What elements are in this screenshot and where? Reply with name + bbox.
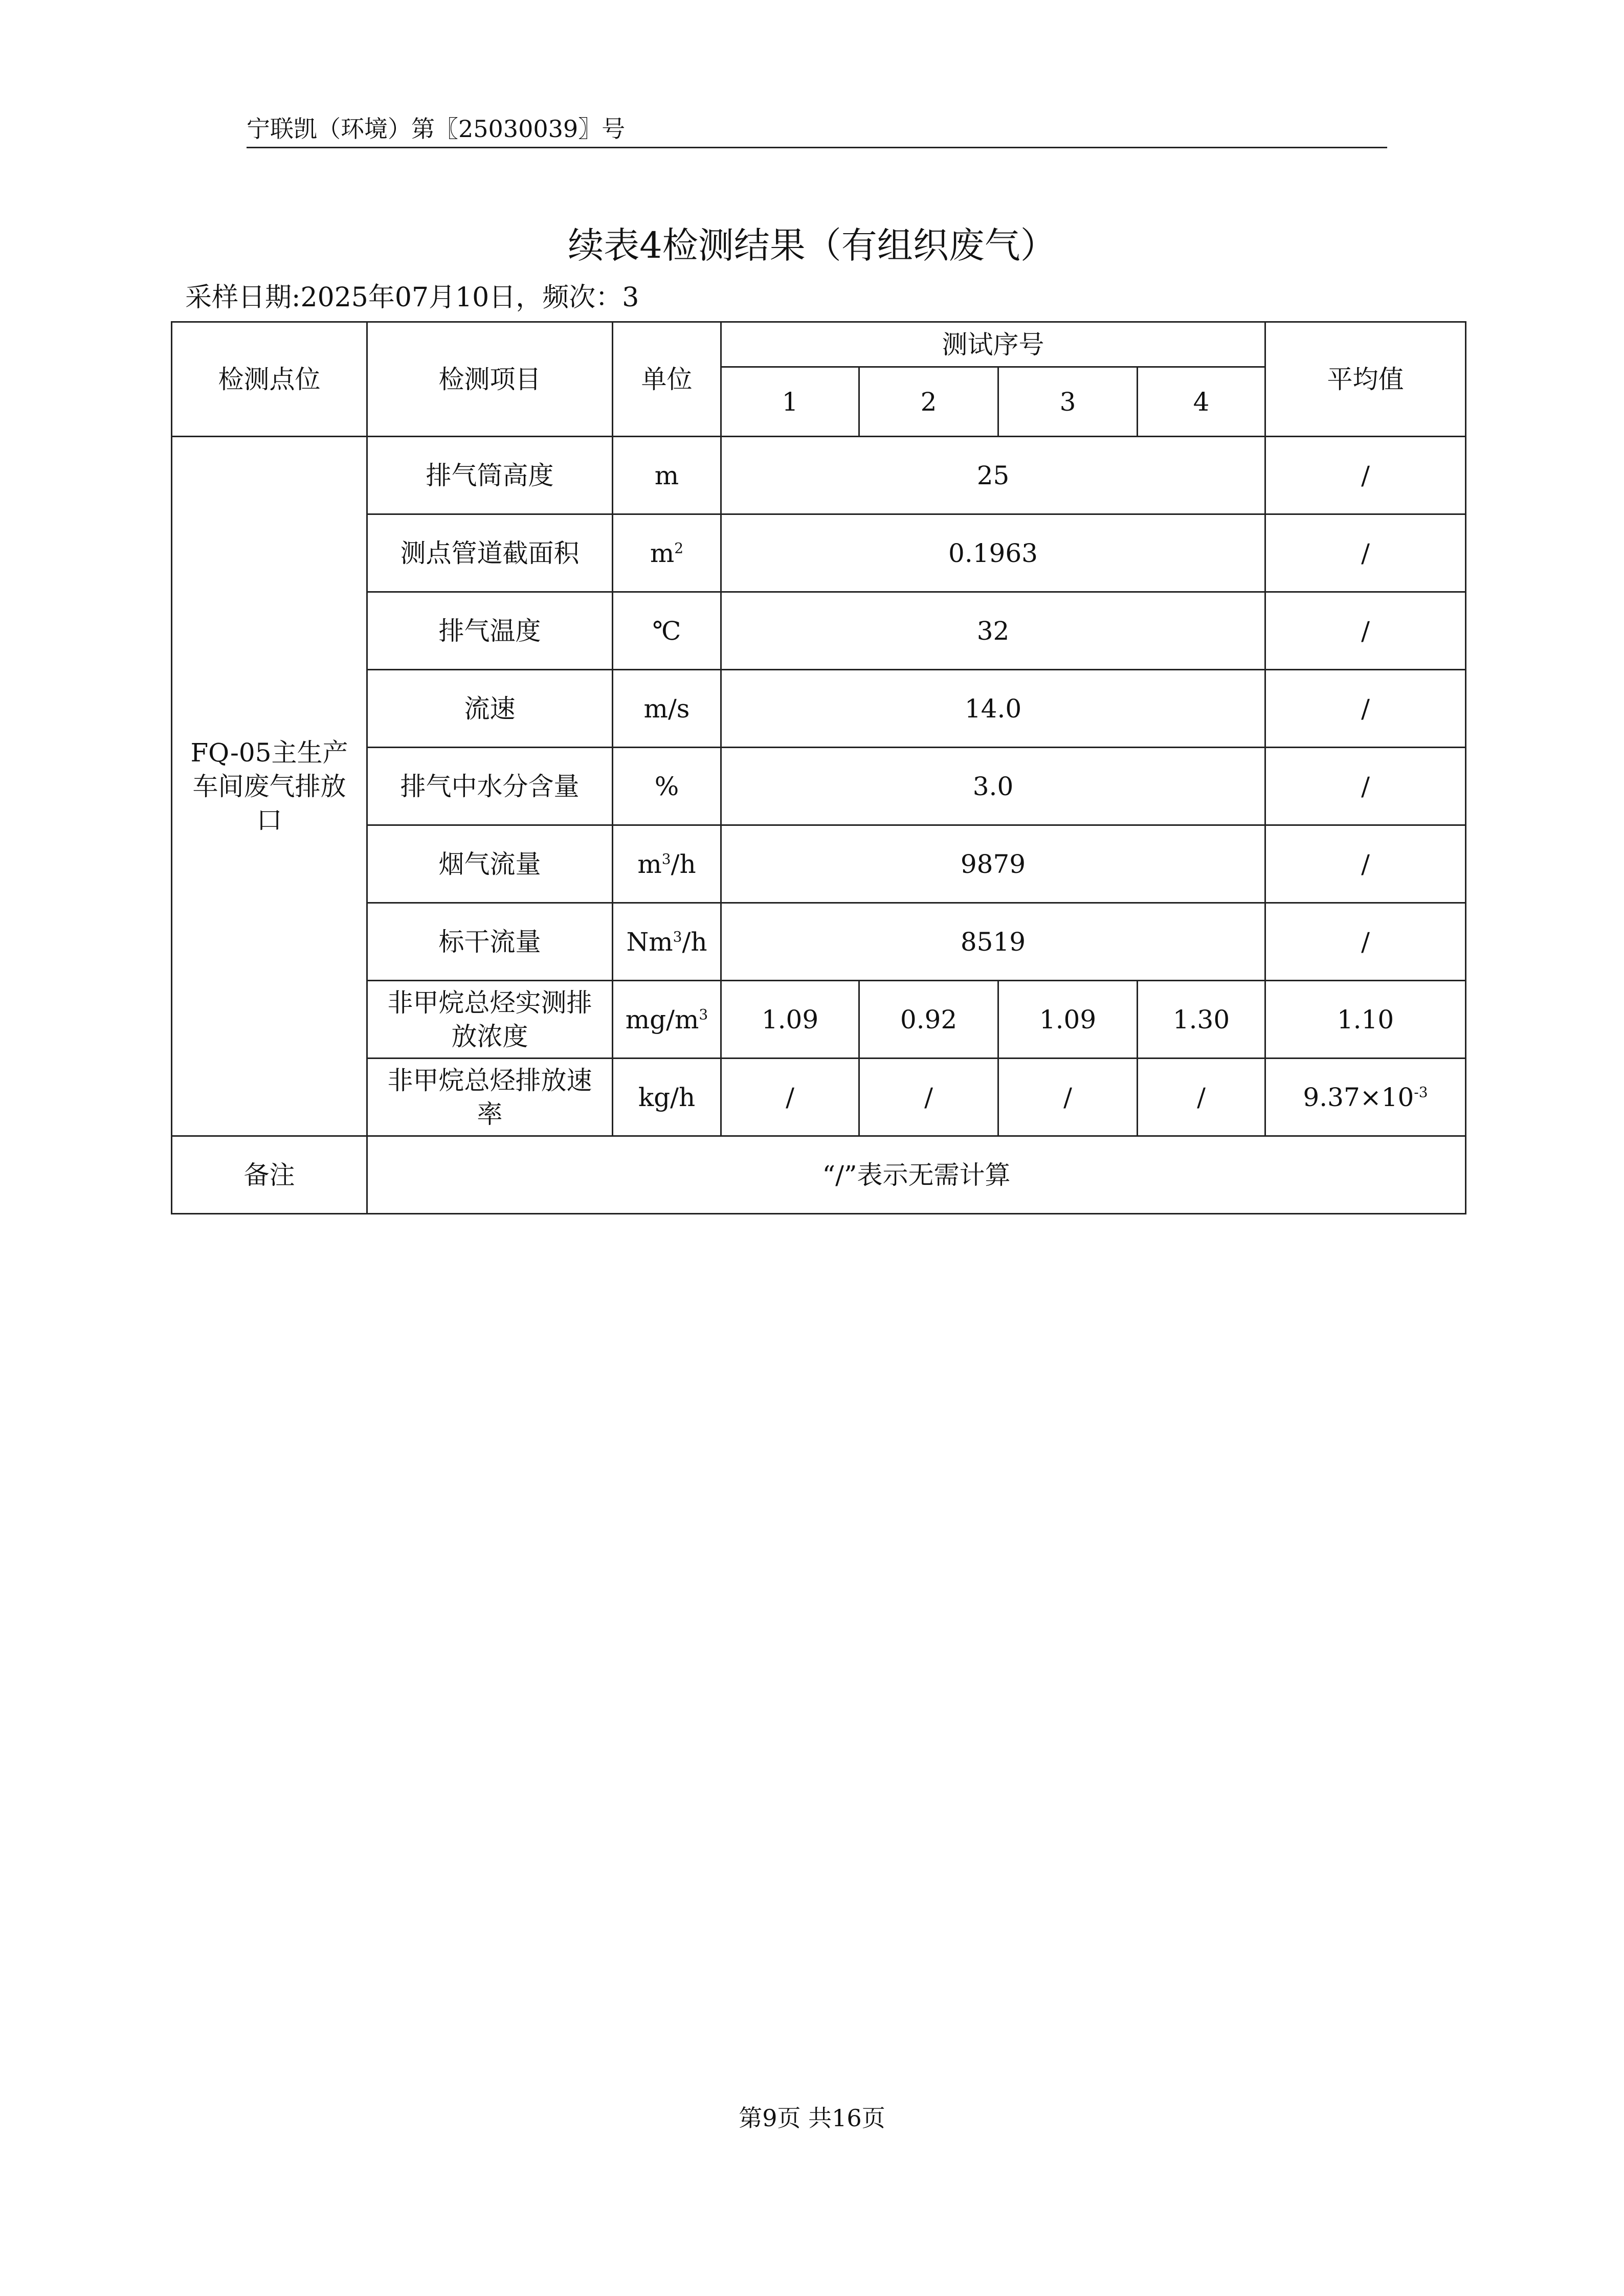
item-cell: 标干流量 bbox=[367, 903, 613, 981]
header-test-2: 2 bbox=[859, 367, 998, 437]
item-cell: 烟气流量 bbox=[367, 825, 613, 903]
unit-cell: $mg/m^3$ bbox=[613, 981, 721, 1059]
average-cell: / bbox=[1265, 437, 1466, 514]
test-2-cell: / bbox=[859, 1059, 998, 1136]
header-unit: 单位 bbox=[613, 322, 721, 437]
header-point: 检测点位 bbox=[172, 322, 367, 437]
average-cell: / bbox=[1265, 670, 1466, 748]
remark-row bbox=[172, 1136, 1466, 1214]
value-cell: 0.1963 bbox=[721, 514, 1265, 592]
unit-cell: m bbox=[613, 437, 721, 514]
test-1-cell: / bbox=[721, 1059, 859, 1136]
average-cell: / bbox=[1265, 514, 1466, 592]
average-cell: $9.37\times 10^{-3}$ bbox=[1265, 1059, 1466, 1136]
test-3-cell: / bbox=[998, 1059, 1138, 1136]
value-cell: 32 bbox=[721, 592, 1265, 670]
average-cell: / bbox=[1265, 903, 1466, 981]
unit-cell: Nm$^3$/h bbox=[613, 903, 721, 981]
page-number: 第9页 共16页 bbox=[739, 2104, 885, 2132]
item-cell: 测点管道截面积 bbox=[367, 514, 613, 592]
test-4-cell: / bbox=[1138, 1059, 1265, 1136]
item-cell: 流速 bbox=[367, 670, 613, 748]
item-cell: 排气温度 bbox=[367, 592, 613, 670]
unit-cell: % bbox=[613, 748, 721, 825]
unit-cell: $m^3/h$ bbox=[613, 825, 721, 903]
header-test-1: 1 bbox=[721, 367, 859, 437]
header-test-3: 3 bbox=[998, 367, 1138, 437]
average-cell: 1.10 bbox=[1265, 981, 1466, 1059]
unit-cell: kg/h bbox=[613, 1059, 721, 1136]
header-item: 检测项目 bbox=[367, 322, 613, 437]
value-cell: 3.0 bbox=[721, 748, 1265, 825]
sample-info: 采样日期:2025年07月10日，频次：3 bbox=[185, 282, 639, 313]
value-cell: 25 bbox=[721, 437, 1265, 514]
average-cell: / bbox=[1265, 825, 1466, 903]
item-cell: 排气中水分含量 bbox=[367, 748, 613, 825]
results-table bbox=[171, 321, 1466, 1214]
unit-cell: ℃ bbox=[613, 592, 721, 670]
item-cell: 非甲烷总烃实测排放浓度 bbox=[367, 981, 613, 1059]
header-average: 平均值 bbox=[1265, 322, 1466, 437]
remark-text: “/”表示无需计算 bbox=[367, 1136, 1466, 1214]
report-number: 宁联凯（环境）第〖25030039〗号 bbox=[247, 115, 626, 143]
test-4-cell: 1.30 bbox=[1138, 981, 1265, 1059]
monitoring-point: FQ-05主生产车间废气排放口 bbox=[172, 437, 367, 1136]
test-2-cell: 0.92 bbox=[859, 981, 998, 1059]
test-1-cell: 1.09 bbox=[721, 981, 859, 1059]
item-cell: 排气筒高度 bbox=[367, 437, 613, 514]
average-cell: / bbox=[1265, 592, 1466, 670]
item-cell: 非甲烷总烃排放速率 bbox=[367, 1059, 613, 1136]
value-cell: 14.0 bbox=[721, 670, 1265, 748]
test-3-cell: 1.09 bbox=[998, 981, 1138, 1059]
header-test-group: 测试序号 bbox=[721, 322, 1265, 367]
value-cell: 9879 bbox=[721, 825, 1265, 903]
average-cell: / bbox=[1265, 748, 1466, 825]
table-title: 续表4检测结果（有组织废气） bbox=[568, 224, 1056, 266]
unit-cell: m/s bbox=[613, 670, 721, 748]
table-row bbox=[172, 437, 1466, 514]
header-divider bbox=[247, 147, 1387, 148]
unit-cell: $m^2$ bbox=[613, 514, 721, 592]
remark-label: 备注 bbox=[172, 1136, 367, 1214]
value-cell: 8519 bbox=[721, 903, 1265, 981]
header-test-4: 4 bbox=[1138, 367, 1265, 437]
